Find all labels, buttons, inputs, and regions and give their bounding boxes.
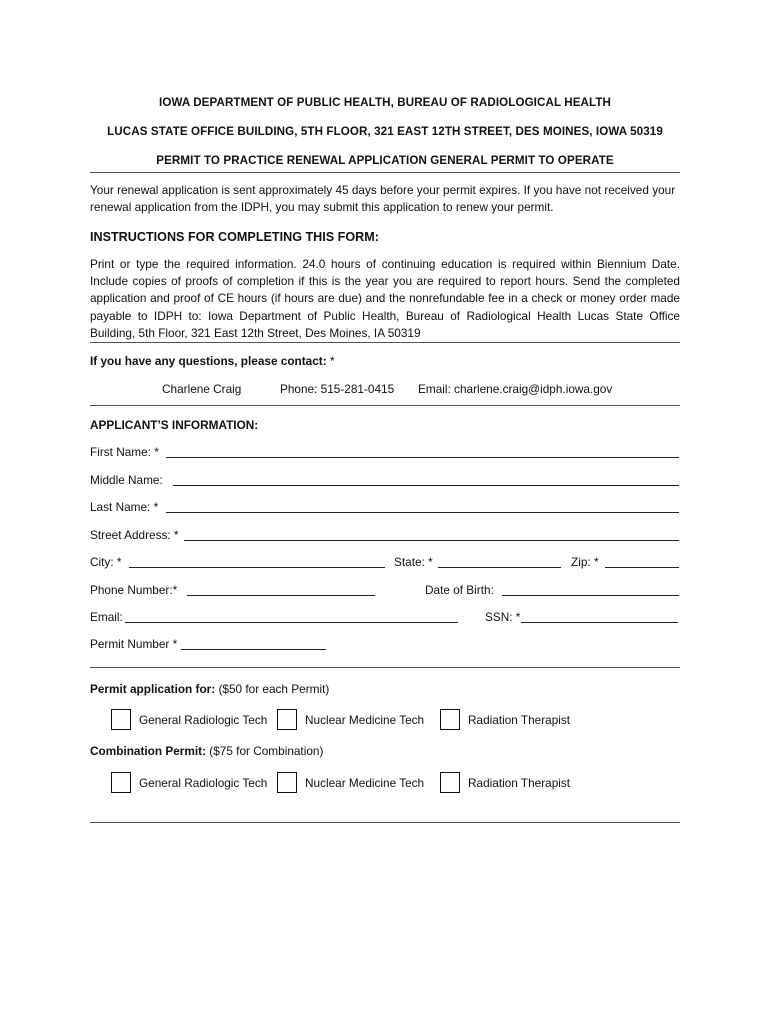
option-label: Nuclear Medicine Tech xyxy=(305,776,425,790)
option-label: Nuclear Medicine Tech xyxy=(305,713,425,727)
option-label: Radiation Therapist xyxy=(468,776,571,790)
permit-application-fee: ($50 for each Permit) xyxy=(215,682,330,696)
combination-permit-label-bold: Combination Permit: xyxy=(90,744,207,758)
permit-application-label xyxy=(90,682,329,696)
city-label: City: * xyxy=(90,555,122,569)
ssn-field[interactable] xyxy=(521,622,678,623)
zip-field[interactable] xyxy=(605,567,679,568)
intro-paragraph: Your renewal application is sent approximately 45 days before your permit expires. If you have not received your renewal application from the IDPH, you may submit this application to renew your permit. xyxy=(90,183,676,215)
checkbox-permit-nuclear-medicine-tech[interactable] xyxy=(277,709,297,730)
divider xyxy=(90,172,680,173)
option-label: Radiation Therapist xyxy=(468,713,571,727)
date-of-birth-field[interactable] xyxy=(502,595,679,596)
phone-number-label: Phone Number:* xyxy=(90,583,178,597)
ssn-label: SSN: * xyxy=(485,610,521,624)
permit-number-field[interactable] xyxy=(181,649,326,650)
last-name-field[interactable] xyxy=(166,512,679,513)
checkbox-combination-radiation-therapist[interactable] xyxy=(440,772,460,793)
form-title: PERMIT TO PRACTICE RENEWAL APPLICATION GENERAL PERMIT TO OPERATE xyxy=(156,154,614,167)
instructions-heading: INSTRUCTIONS FOR COMPLETING THIS FORM: xyxy=(90,230,379,244)
checkbox-permit-radiation-therapist[interactable] xyxy=(440,709,460,730)
last-name-label: Last Name: * xyxy=(90,500,159,514)
checkbox-combination-general-radiologic-tech[interactable] xyxy=(111,772,131,793)
applicant-heading: APPLICANT’S INFORMATION: xyxy=(90,418,259,432)
checkbox-combination-nuclear-medicine-tech[interactable] xyxy=(277,772,297,793)
combination-permit-fee: ($75 for Combination) xyxy=(206,744,324,758)
contact-prompt xyxy=(90,354,335,368)
permit-number-label: Permit Number * xyxy=(90,637,178,651)
first-name-field[interactable] xyxy=(166,457,679,458)
first-name-label: First Name: * xyxy=(90,445,159,459)
street-address-field[interactable] xyxy=(184,540,679,541)
contact-name: Charlene Craig xyxy=(162,382,242,396)
state-field[interactable] xyxy=(438,567,561,568)
middle-name-label: Middle Name: xyxy=(90,473,163,487)
city-field[interactable] xyxy=(129,567,385,568)
middle-name-field[interactable] xyxy=(173,485,679,486)
divider xyxy=(90,405,680,406)
combination-permit-label xyxy=(90,744,323,758)
email-label: Email: xyxy=(90,610,123,624)
header-agency: IOWA DEPARTMENT OF PUBLIC HEALTH, BUREAU OF RADIOLOGICAL HEALTH xyxy=(159,96,611,109)
email-field[interactable] xyxy=(125,622,458,623)
contact-prompt-text: If you have any questions, please contact: xyxy=(90,354,327,368)
divider xyxy=(90,822,680,823)
state-label: State: * xyxy=(394,555,433,569)
divider xyxy=(90,667,680,668)
contact-phone: Phone: 515-281-0415 xyxy=(280,382,395,396)
checkbox-permit-general-radiologic-tech[interactable] xyxy=(111,709,131,730)
divider xyxy=(90,342,680,343)
street-address-label: Street Address: * xyxy=(90,528,179,542)
required-asterisk: * xyxy=(329,354,335,368)
option-label: General Radiologic Tech xyxy=(139,713,268,727)
header-address: LUCAS STATE OFFICE BUILDING, 5TH FLOOR, 321 EAST 12TH STREET, DES MOINES, IOWA 50319 xyxy=(107,125,663,138)
contact-email: Email: charlene.craig@idph.iowa.gov xyxy=(418,382,613,396)
permit-application-label-bold: Permit application for: xyxy=(90,682,216,696)
date-of-birth-label: Date of Birth: xyxy=(425,583,494,597)
phone-number-field[interactable] xyxy=(187,595,375,596)
zip-label: Zip: * xyxy=(571,555,599,569)
instructions-paragraph: Print or type the required information. 24.0 hours of continuing education is required within Biennium Date. Include copies of proofs of completion if this is the year you are required to report hours. Send the completed application and proof of CE hours (if hours are due) and the nonrefundable fee in a check or money order made payable to IDPH to: Iowa Department of Public Health, Bureau of Radiological Health Lucas State Office Building, 5th Floor, 321 East 12th Street, Des Moines, IA 50319 xyxy=(90,257,680,340)
option-label: General Radiologic Tech xyxy=(139,776,268,790)
